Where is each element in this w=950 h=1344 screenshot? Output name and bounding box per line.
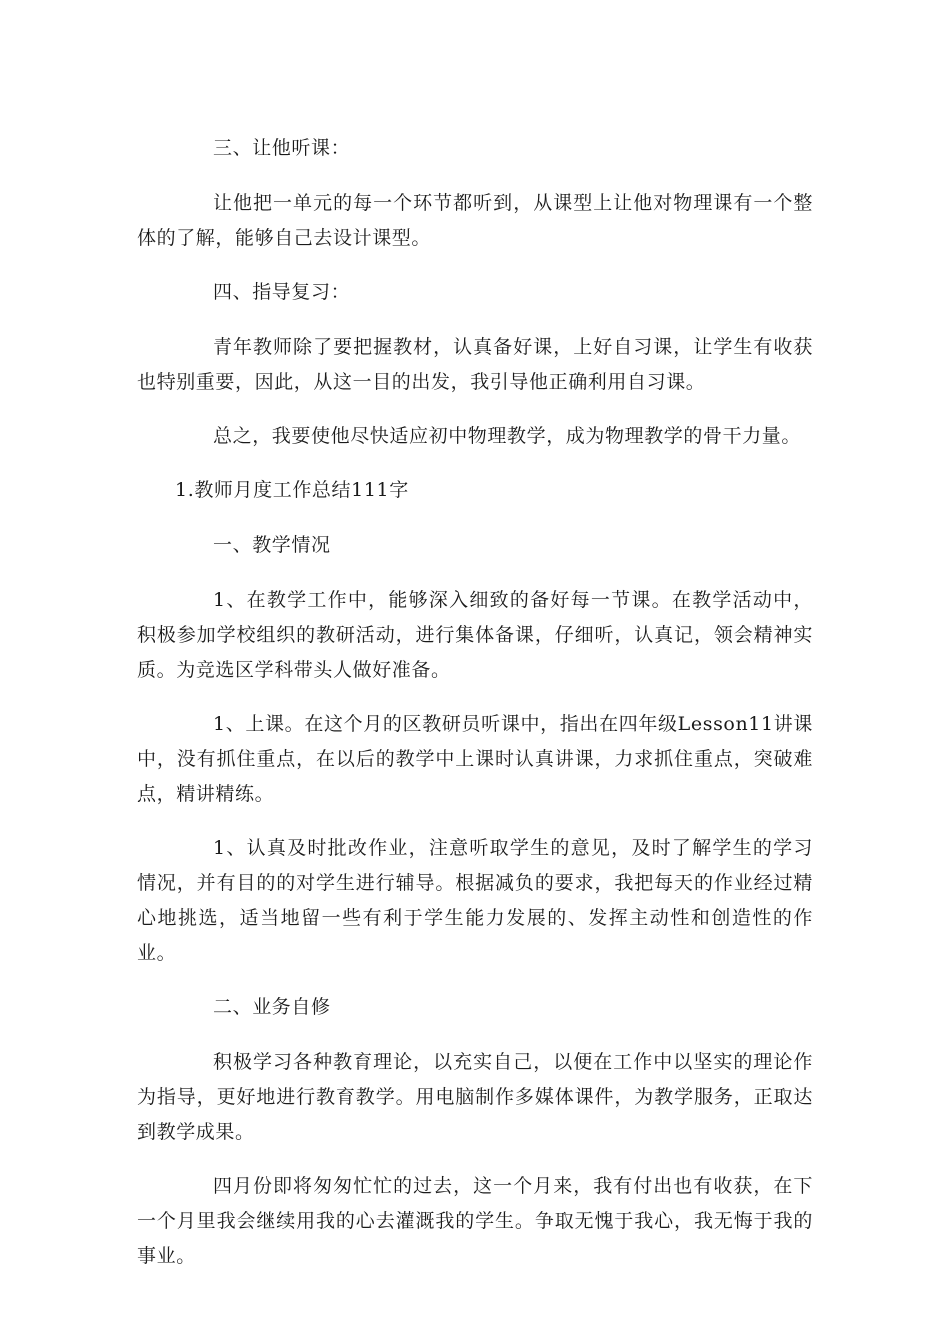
paragraph-summary: 总之，我要使他尽快适应初中物理教学，成为物理教学的骨干力量。 [213,425,802,447]
document-body [137,131,813,1293]
paragraph-closing: 四月份即将匆匆忙忙的过去，这一个月来，我有付出也有收获，在下一个月里我会继续用我的心去灌溉我的学生。争取无愧于我心，我无悔于我的事业。 [137,1175,813,1267]
paragraph-homework: 1、认真及时批改作业，注意听取学生的意见，及时了解学生的学习情况，并有目的的对学生进行辅导。根据减负的要求，我把每天的作业经过精心地挑选，适当地留一些有利于学生能力发展的、发挥主动性和创造性的作业。 [137,837,813,964]
paragraph-class: 1、上课。在这个月的区教研员听课中，指出在四年级Lesson11讲课中，没有抓住重点，在以后的教学中上课时认真讲课，力求抓住重点，突破难点，精讲精练。 [137,713,813,805]
article-title: 1.教师月度工作总结111字 [175,479,409,501]
paragraph-review: 青年教师除了要把握教材，认真备好课，上好自习课，让学生有收获也特别重要，因此，从这一目的出发，我引导他正确利用自习课。 [137,336,813,393]
section-heading-self-study: 二、业务自修 [213,996,331,1018]
paragraph-self-study: 积极学习各种教育理论，以充实自己，以便在工作中以坚实的理论作为指导，更好地进行教育教学。用电脑制作多媒体课件，为教学服务，正取达到教学成果。 [137,1051,813,1143]
paragraph-listen: 让他把一单元的每一个环节都听到，从课型上让他对物理课有一个整体的了解，能够自己去设计课型。 [137,192,813,249]
paragraph-lesson-prep: 1、在教学工作中，能够深入细致的备好每一节课。在教学活动中，积极参加学校组织的教研活动，进行集体备课，仔细听，认真记，领会精神实质。为竞选区学科带头人做好准备。 [137,589,813,681]
section-heading-review: 四、指导复习： [213,281,351,303]
section-heading-teaching: 一、教学情况 [213,534,331,556]
section-heading-listen: 三、让他听课： [213,137,351,159]
